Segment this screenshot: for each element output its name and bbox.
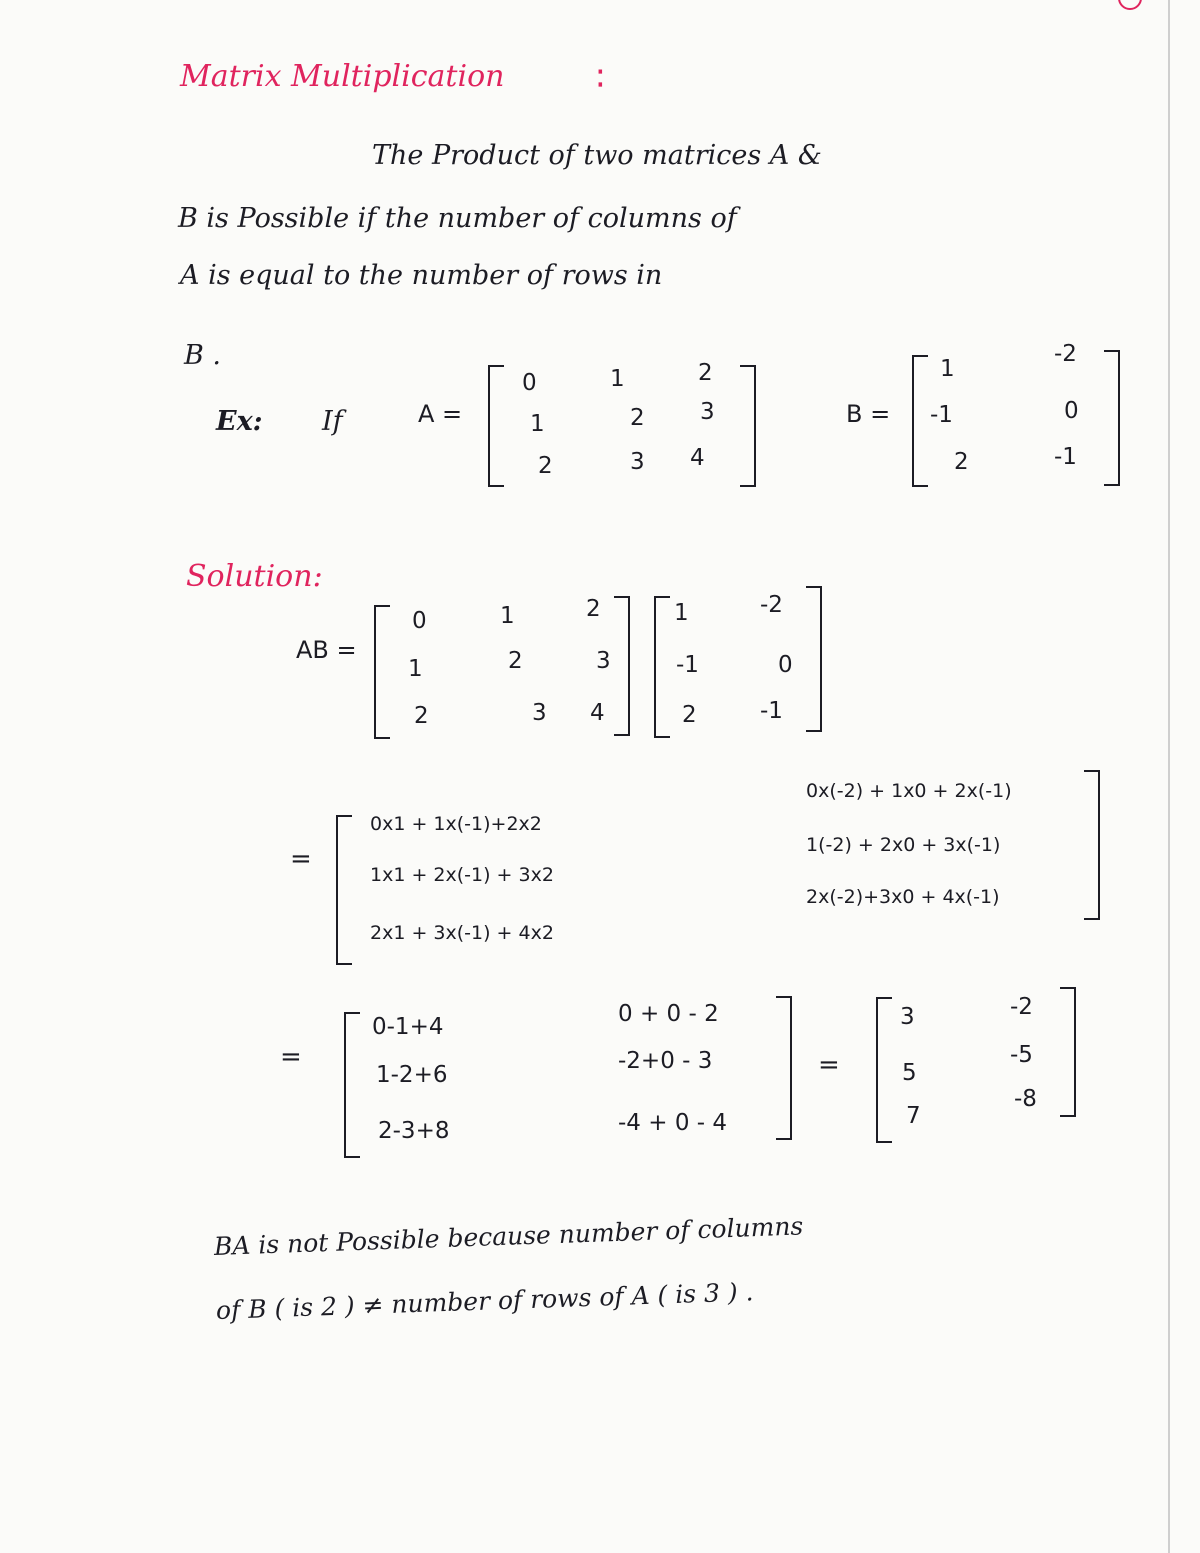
expanded-cell: 2x1 + 3x(-1) + 4x2 [370,922,554,944]
left-bracket [912,355,928,487]
matrix-cell: -2 [760,592,783,618]
example-if: If [322,406,343,437]
expanded-cell: 0x(-2) + 1x0 + 2x(-1) [806,780,1012,802]
matrix-a-cell: 3 [700,399,715,425]
matrix-cell: 1 [408,656,423,682]
expanded-cell: 2x(-2)+3x0 + 4x(-1) [806,886,1000,908]
right-bracket [1104,350,1120,486]
page-edge [1168,0,1170,1553]
right-bracket [1060,987,1076,1117]
result-cell: -8 [1014,1086,1037,1112]
matrix-a-cell: 2 [630,405,645,431]
matrix-cell: -1 [676,652,699,678]
matrix-cell: 1 [500,603,515,629]
matrix-b-cell: -1 [1054,444,1077,470]
title-colon: ∶ [596,59,605,99]
matrix-b-cell: -2 [1054,341,1077,367]
left-bracket [654,596,670,738]
simplified-cell: -4 + 0 - 4 [618,1110,728,1136]
expanded-cell: 0x1 + 1x(-1)+2x2 [370,813,542,835]
result-cell: 5 [902,1060,917,1086]
left-bracket [374,605,390,739]
paragraph-line-3: A is equal to the number of rows in [180,260,663,291]
expanded-cell: 1(-2) + 2x0 + 3x(-1) [806,834,1001,856]
left-bracket [876,997,892,1143]
conclusion-line-1: BA is not Possible because number of columns [213,1211,804,1261]
matrix-cell: 0 [778,652,793,678]
simplified-cell: 2-3+8 [378,1118,450,1144]
matrix-a-cell: 1 [610,366,625,392]
matrix-b-cell: 2 [954,449,969,475]
matrix-a-label: A = [418,400,463,428]
equals-sign: = [818,1050,840,1080]
matrix-b-cell: -1 [930,402,953,428]
left-bracket [488,365,504,487]
left-bracket [336,815,352,965]
matrix-cell: 2 [586,596,601,622]
conclusion-line-2: of B ( is 2 ) ≠ number of rows of A ( is 3 ) . [215,1277,754,1325]
matrix-b-cell: 0 [1064,398,1079,424]
paragraph-line-1: The Product of two matrices A & [372,140,822,171]
matrix-a-cell: 3 [630,449,645,475]
equals-sign: = [290,844,312,874]
matrix-a-cell: 2 [538,453,553,479]
right-bracket [776,996,792,1140]
matrix-cell: 3 [532,700,547,726]
matrix-cell: 3 [596,648,611,674]
simplified-cell: 0-1+4 [372,1014,444,1040]
right-bracket [614,596,630,736]
right-bracket [806,586,822,732]
expanded-cell: 1x1 + 2x(-1) + 3x2 [370,864,554,886]
matrix-cell: 2 [682,702,697,728]
result-cell: 3 [900,1004,915,1030]
ab-label: AB = [296,636,357,664]
solution-label: Solution: [186,559,323,594]
matrix-cell: 2 [508,648,523,674]
simplified-cell: -2+0 - 3 [618,1048,713,1074]
left-bracket [344,1012,360,1158]
matrix-cell: 4 [590,700,605,726]
matrix-b-label: B = [846,400,891,428]
equals-sign: = [280,1042,302,1072]
matrix-a-cell: 4 [690,445,705,471]
matrix-cell: 2 [414,703,429,729]
example-label: Ex: [216,406,263,437]
matrix-a-cell: 0 [522,370,537,396]
right-bracket [740,365,756,487]
result-cell: -2 [1010,994,1033,1020]
page-title: Matrix Multiplication [180,59,505,94]
right-bracket [1084,770,1100,920]
simplified-cell: 0 + 0 - 2 [618,1001,719,1027]
paragraph-line-4: B . [184,340,222,371]
matrix-a-cell: 1 [530,411,545,437]
matrix-cell: 1 [674,600,689,626]
matrix-a-cell: 2 [698,360,713,386]
matrix-cell: 0 [412,608,427,634]
corner-mark [1118,0,1142,10]
simplified-cell: 1-2+6 [376,1062,448,1088]
result-cell: 7 [906,1103,921,1129]
matrix-cell: -1 [760,698,783,724]
paragraph-line-2: B is Possible if the number of columns of [178,203,737,234]
matrix-b-cell: 1 [940,356,955,382]
result-cell: -5 [1010,1042,1033,1068]
